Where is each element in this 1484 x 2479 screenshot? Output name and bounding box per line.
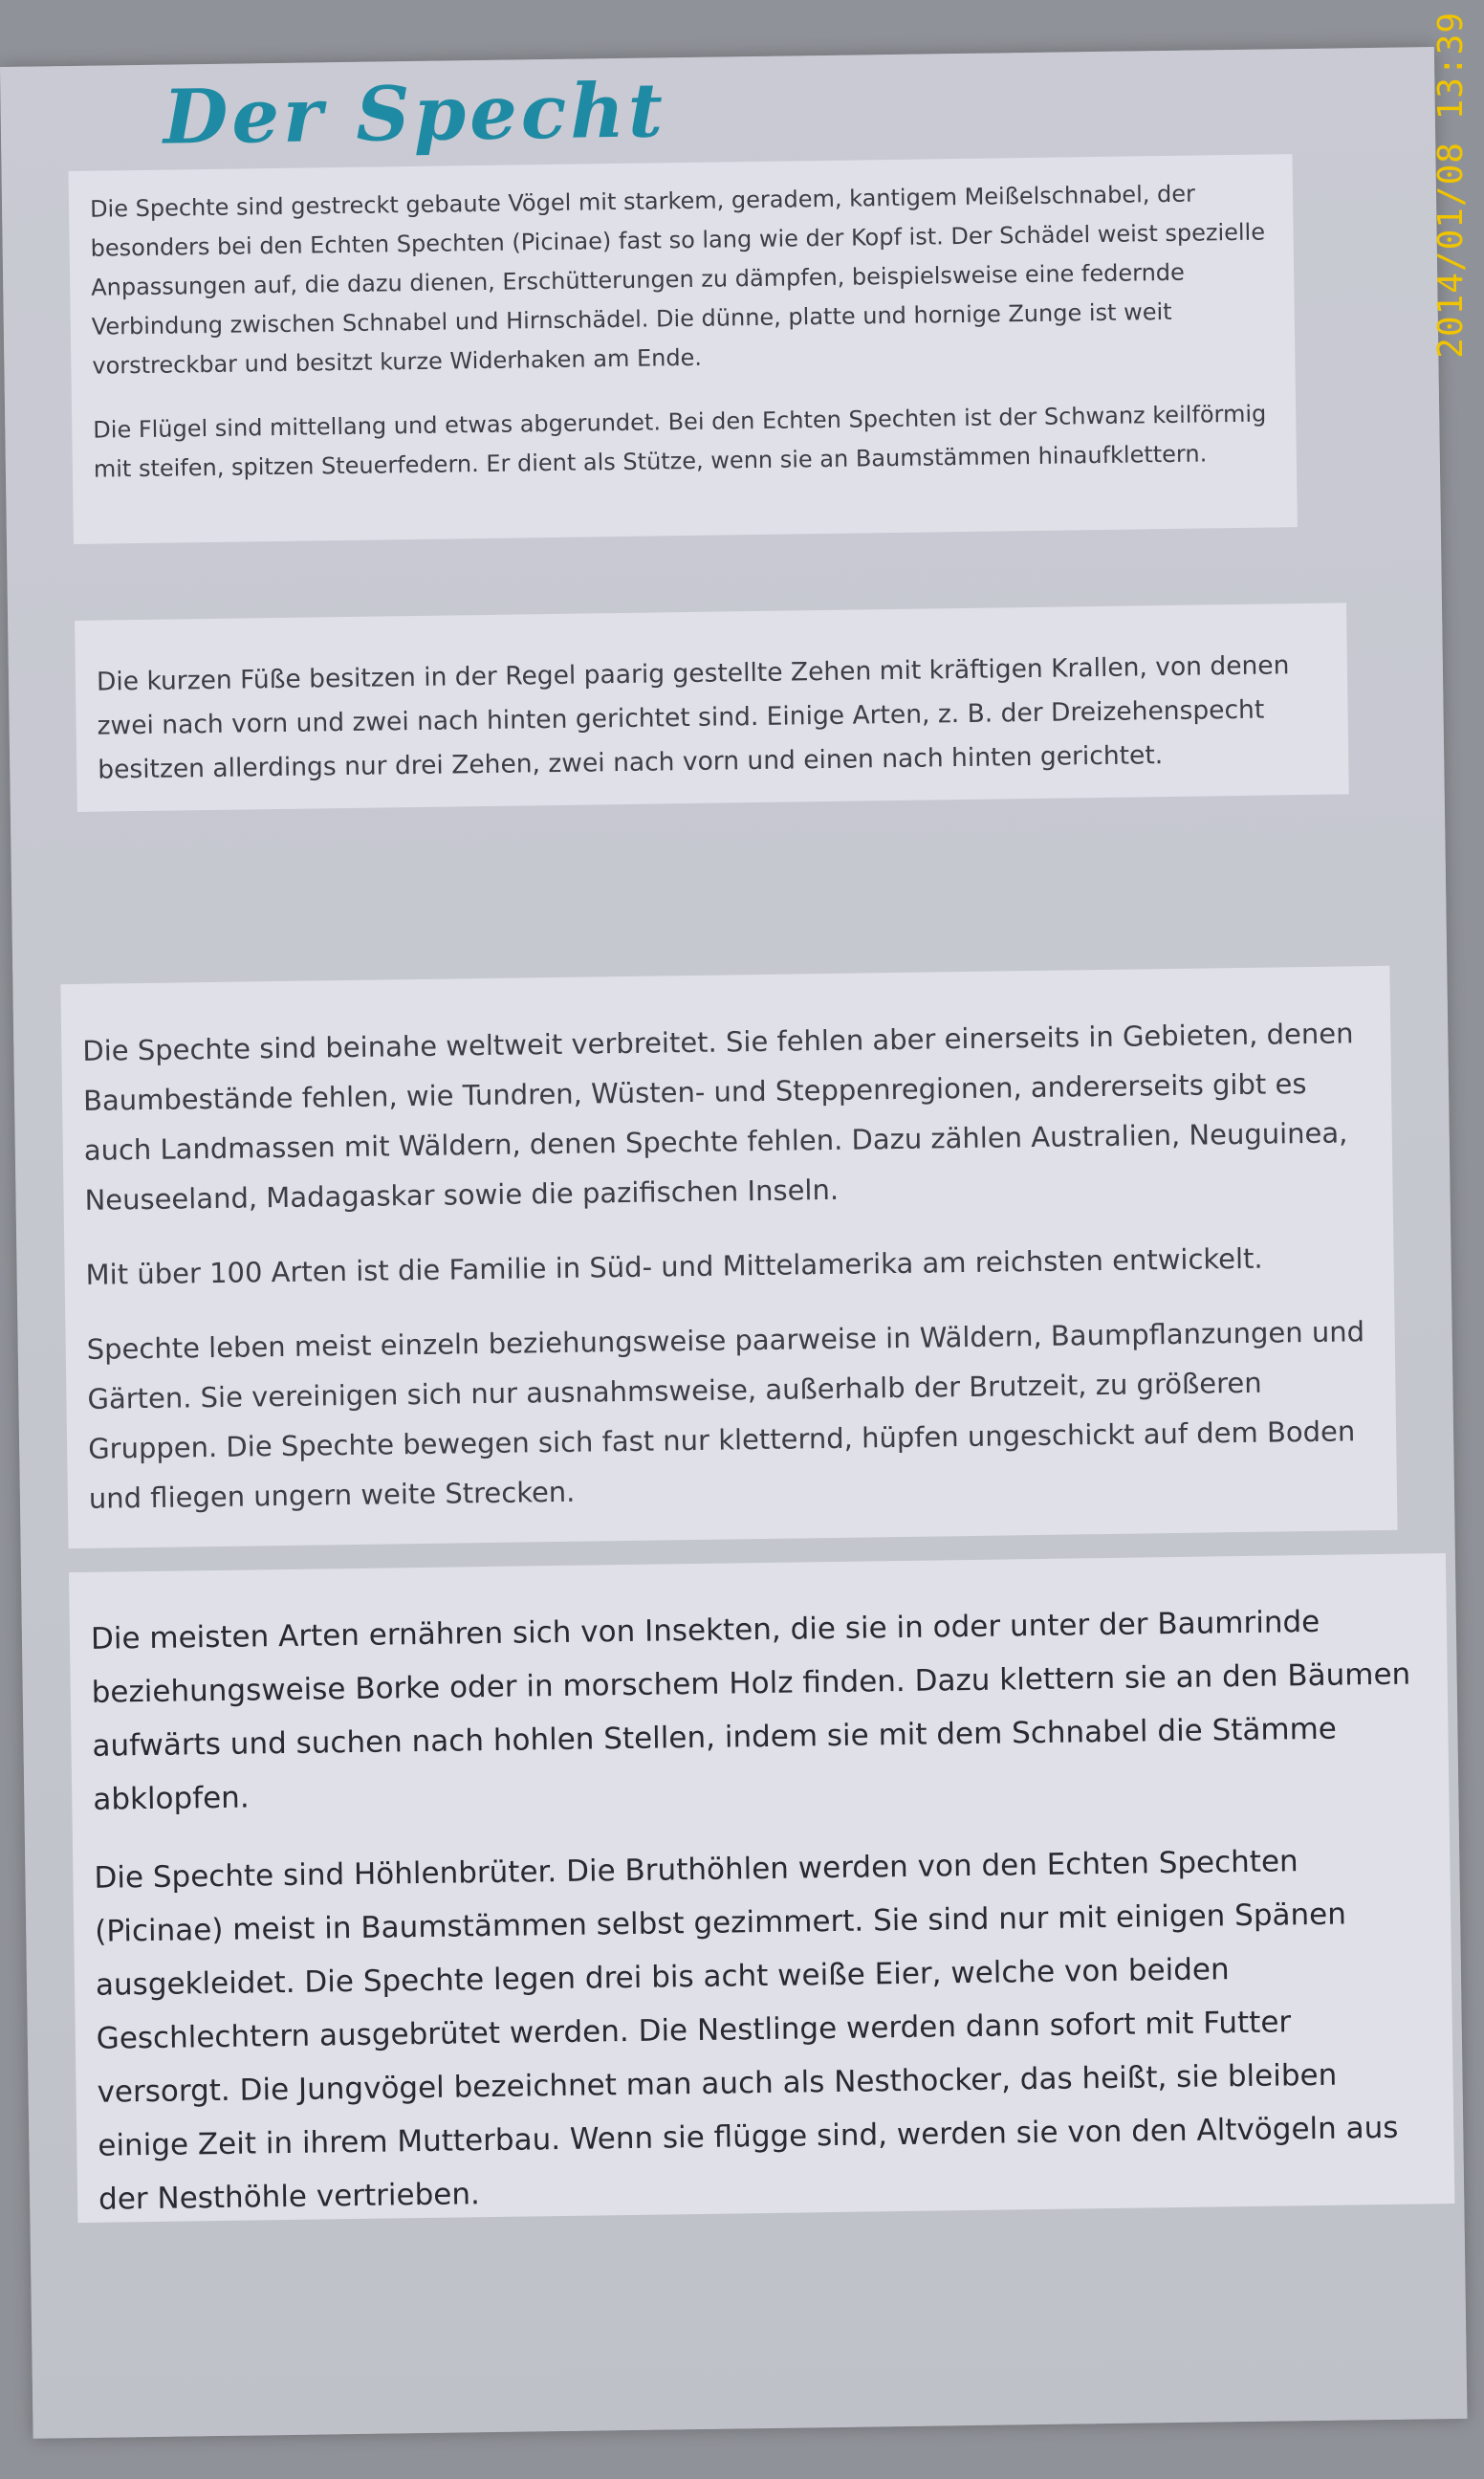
paragraph-skull-beak: Die Spechte sind gestreckt gebaute Vögel mit starkem, geradem, kantigem Meißelschnabel, der besonders bei den Echten Spechten (Picinae) fast so lang wie der Kopf ist. Der Schädel weist spezielle Anpassungen auf, die dazu dienen, Erschütterungen zu dämpfen, beispielsweise eine federnde Verbindung zwischen Schnabel und Hirnschädel. Die dünne, platte und hornige Zunge ist weit vorstreckbar und besitzt kurze Widerhaken am Ende. [89,180,1266,380]
paragraph-behavior: Spechte leben meist einzeln beziehungsweise paarweise in Wäldern, Baumpflanzungen und Gärten. Sie vereinigen sich nur ausnahmsweise, außerhalb der Brutzeit, zu größeren Gruppen. Die Spechte bewegen sich fast nur kletternd, hüpfen ungeschickt auf dem Boden und fliegen ungern weite Strecken. [86,1315,1365,1515]
paragraph-feet: Die kurzen Füße besitzen in der Regel paarig gestellte Zehen mit kräftigen Krallen, von denen zwei nach vorn und zwei nach hinten gerichtet sind. Einige Arten, z. B. der Dreizehenspecht besitzen allerdings nur drei Zehen, zwei nach vorn und einen nach hinten gerichtet. [96,650,1290,785]
paragraph-breeding: Die Spechte sind Höhlenbrüter. Die Bruthöhlen werden von den Echten Spechten (Picinae) meist in Baumstämmen selbst gezimmert. Sie sind nur mit einigen Spänen ausgekleidet. Die Spechte legen drei bis acht weiße Eier, welche von beiden Geschlechtern ausgebrütet werden. Die Nestlinge werden dann sofort mit Futter versorgt. Die Jungvögel bezeichnet man auch als Nesthocker, das heißt, sie bleiben einige Zeit in ihrem Mutterbau. Wenn sie flügge sind, werden sie von den Altvögeln aus der Nesthöhle vertrieben. [94,1844,1399,2217]
paper-sheet [0,47,1467,2439]
paragraph-wings-tail: Die Flügel sind mittellang und etwas abgerundet. Bei den Echten Spechten ist der Schwanz keilförmig mit steifen, spitzen Steuerfedern. Er dient als Stütze, wenn sie an Baumstämmen hinaufklettern. [93,400,1267,483]
text-block-diet-breeding [69,1553,1454,2223]
handwritten-title: Der Specht [163,67,667,162]
paragraph-distribution: Die Spechte sind beinahe weltweit verbreitet. Sie fehlen aber einerseits in Gebieten, denen Baumbestände fehlen, wie Tundren, Wüsten- und Steppenregionen, andererseits gibt es auch Landmassen mit Wäldern, denen Spechte fehlen. Dazu zählen Australien, Neuguinea, Neuseeland, Madagaskar sowie die pazifischen Inseln. [82,1017,1354,1217]
text-block-distribution [60,966,1397,1548]
camera-timestamp: 2014/01/08 13:39 [1431,11,1471,359]
paragraph-species-count: Mit über 100 Arten ist die Familie in Süd- und Mittelamerika am reichsten entwickelt. [85,1241,1263,1291]
paragraph-diet: Die meisten Arten ernähren sich von Insekten, die sie in oder unter der Baumrinde beziehungsweise Borke oder in morschem Holz finden. Dazu klettern sie an den Bäumen aufwärts und suchen nach hohlen Stellen, indem sie mit dem Schnabel die Stämme abklopfen. [90,1604,1411,1817]
text-block-feet [75,603,1349,812]
text-block-anatomy [69,154,1298,544]
